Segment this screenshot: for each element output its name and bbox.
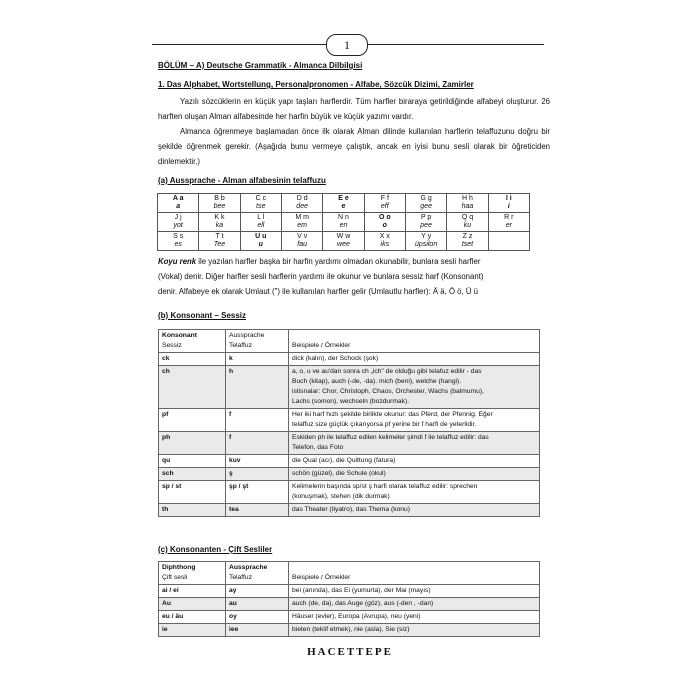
letter-pronunciation: a (176, 203, 181, 210)
letter-forms: A a (172, 195, 184, 202)
letter-pronunciation: fau (297, 241, 308, 248)
letter-pronunciation: üpsilon (415, 241, 438, 248)
letter-pronunciation: dee (296, 203, 308, 210)
konsonant-letters: ck (159, 353, 226, 366)
letter-pronunciation: tse (256, 203, 266, 210)
publisher-footer: HACETTEPE (307, 646, 393, 658)
konsonant-pronunciation: şp / şt (226, 481, 289, 504)
alphabet-cell (199, 213, 240, 232)
table-row (159, 624, 540, 637)
letter-forms: E e (338, 195, 349, 202)
konsonant-examples (289, 504, 540, 517)
alphabet-cell (281, 213, 322, 232)
alphabet-cell (447, 213, 488, 232)
alphabet-table (157, 193, 530, 251)
diphthong-letters: Au (159, 598, 226, 611)
konsonant-letters: th (159, 504, 226, 517)
intro-paragraph-1: Yazılı sözcüklerin en küçük yapı taşları harflerdir. Tüm harfler biraraya getirildiğinde alfabeyi oluşturur. 26 harften oluşan Alman alfabesinde her harfin büyük ve küçük yazımı vardır. (158, 97, 550, 121)
example-line: dick (kalın), der Schock (şok) (292, 355, 379, 362)
alphabet-cell (488, 232, 529, 251)
konsonant-examples (289, 409, 540, 432)
table-row (159, 366, 540, 409)
example-line: istisnalar: Chor, Christoph, Chaos, Orchester, Wachs (balmumu), (292, 388, 484, 395)
alphabet-cell (240, 232, 281, 251)
letter-forms: U u (255, 233, 267, 240)
alphabet-cell (158, 232, 199, 251)
alphabet-cell (158, 213, 199, 232)
konsonant-table (158, 329, 540, 517)
diphthong-header-row (159, 562, 540, 585)
letter-forms: D d (296, 195, 308, 202)
letter-forms: F f (380, 195, 389, 202)
alphabet-cell (364, 194, 405, 213)
alphabet-cell (240, 194, 281, 213)
konsonant-pronunciation: f (226, 432, 289, 455)
diphthong-pronunciation: ay (226, 585, 289, 598)
konsonant-pronunciation: f (226, 409, 289, 432)
konsonant-letters: sch (159, 468, 226, 481)
table-row (159, 468, 540, 481)
diphthong-header-2: Aussprache Telaffuz (226, 562, 289, 585)
konsonant-letters: ch (159, 366, 226, 409)
letter-pronunciation: pee (420, 222, 432, 229)
letter-forms: M m (295, 214, 309, 221)
alphabet-row (158, 232, 530, 251)
diphthong-letters: ie (159, 624, 226, 637)
letter-forms: L l (257, 214, 265, 221)
alphabet-cell (281, 194, 322, 213)
letter-forms: I i (505, 195, 512, 202)
example-line: Her iki harf hızlı şekilde birlikte okunur: das Pferd, der Pfennig. Eğer (292, 411, 493, 418)
letter-forms: B b (214, 195, 225, 202)
konsonant-pronunciation: tea (226, 504, 289, 517)
chapter-title: BÖLÜM – A) Deutsche Grammatik - Almanca Dilbilgisi (158, 61, 363, 70)
intro-text (158, 94, 550, 169)
diphthong-examples: bieten (teklif etmek), nie (asla), Sie (siz) (289, 624, 540, 637)
konsonant-pronunciation: k (226, 353, 289, 366)
letter-pronunciation: gee (420, 203, 432, 210)
letter-forms: Z z (462, 233, 473, 240)
konsonant-header-row (159, 330, 540, 353)
vowel-note-line1: ile yazılan harfler başka bir harfin yardımı olmadan okunabilir, bunlara sesli harfler (196, 257, 481, 266)
alphabet-cell (323, 194, 364, 213)
konsonant-pronunciation: h (226, 366, 289, 409)
letter-forms: H h (462, 195, 473, 202)
letter-forms: X x (379, 233, 390, 240)
konsonant-letters: sp / st (159, 481, 226, 504)
page-number: 1 (326, 34, 368, 56)
alphabet-cell (405, 194, 446, 213)
letter-pronunciation: u (258, 241, 263, 248)
table-row (159, 481, 540, 504)
konsonant-letters: pf (159, 409, 226, 432)
letter-forms: Y y (421, 233, 432, 240)
example-line: Lachs (somon), wechseln (bozdurmak). (292, 398, 410, 405)
alphabet-cell (158, 194, 199, 213)
alphabet-cell (447, 194, 488, 213)
vowel-note-line3: denir. Alfabeye ek olarak Umlaut (") ile kullanılan harfler gelir (Umlautlu harfler): Ä ä, Ö ö, Ü ü (158, 287, 478, 296)
diphthong-table (158, 561, 540, 637)
letter-pronunciation: ka (215, 222, 224, 229)
letter-forms: R r (504, 214, 514, 221)
konsonant-examples (289, 468, 540, 481)
vowel-note-line2: (Vokal) denir. Diğer harfler sesli harflerin yardımı ile okunur ve bunlara sessiz harf (Konsonant) (158, 272, 484, 281)
letter-pronunciation: haa (461, 203, 474, 210)
letter-pronunciation: ell (257, 222, 265, 229)
section1-title: 1. Das Alphabet, Wortstellung, Personalpronomen - Alfabe, Sözcük Dizimi, Zamirler (158, 80, 474, 89)
example-line: telaffuz size güçlük çıkarıyorsa pf yerine bir f harfi de yeterlidir. (292, 421, 477, 428)
alphabet-cell (488, 194, 529, 213)
konsonant-header-3: Beispiele / Örnekler (289, 330, 540, 353)
alphabet-cell (488, 213, 529, 232)
diphthong-examples: bei (anında), das Ei (yumurta), der Mai (mayıs) (289, 585, 540, 598)
letter-pronunciation: iks (380, 241, 390, 248)
table-row (159, 353, 540, 366)
intro-paragraph-2: Almanca öğrenmeye başlamadan önce ilk olarak Alman dilinde kullanılan harflerin telaffuzunu doğru bir şekilde öğrenmek gerekir. (Aşağıda bunu vermeye çalıştık, ancak en iyisi bunu sesli olarak bir öğreticiden dinlemektir.) (158, 127, 550, 166)
diphthong-examples: auch (de, da), das Auge (göz), aus (-den , -dan) (289, 598, 540, 611)
konsonant-letters: ph (159, 432, 226, 455)
diphthong-letters: ai / ei (159, 585, 226, 598)
example-line: schön (güzel), die Schule (okul) (292, 470, 386, 477)
letter-pronunciation: i (507, 203, 510, 210)
letter-forms: G g (420, 195, 432, 202)
letter-forms: S s (173, 233, 184, 240)
konsonant-pronunciation: ş (226, 468, 289, 481)
diphthong-pronunciation: oy (226, 611, 289, 624)
alphabet-row (158, 194, 530, 213)
section-a-title: (a) Aussprache - Alman alfabesinin telaffuzu (158, 176, 326, 185)
alphabet-cell (364, 232, 405, 251)
vowel-note (158, 254, 550, 299)
alphabet-cell (281, 232, 322, 251)
alphabet-cell (323, 232, 364, 251)
konsonant-header-2: Aussprache Telaffuz (226, 330, 289, 353)
letter-forms: Q q (461, 214, 474, 221)
example-line: Buch (kitap), auch (-de, -da). mich (beni), welche (hangi). (292, 378, 462, 385)
example-line: die Qual (acı), die Quittung (fatura) (292, 457, 396, 464)
letter-pronunciation: wee (337, 241, 350, 248)
alphabet-cell (199, 232, 240, 251)
alphabet-cell (240, 213, 281, 232)
diphthong-header-1: Diphthong Çift sesli (159, 562, 226, 585)
letter-forms: T t (215, 233, 224, 240)
table-row (159, 598, 540, 611)
konsonant-examples (289, 353, 540, 366)
letter-pronunciation: en (339, 222, 348, 229)
diphthong-pronunciation: iee (226, 624, 289, 637)
letter-forms: W w (336, 233, 351, 240)
letter-pronunciation: bee (213, 203, 226, 210)
alphabet-cell (364, 213, 405, 232)
letter-pronunciation: es (174, 241, 182, 248)
konsonant-letters: qu (159, 455, 226, 468)
section-c-title: (c) Konsonanten - Çift Sesliler (158, 545, 273, 554)
letter-pronunciation: o (382, 222, 387, 229)
letter-pronunciation: yot (173, 222, 183, 229)
table-row (159, 585, 540, 598)
letter-pronunciation: e (341, 203, 346, 210)
letter-forms: V v (297, 233, 308, 240)
letter-pronunciation: ku (463, 222, 472, 229)
example-line: das Theater (tiyatro), das Thema (konu) (292, 506, 410, 513)
letter-pronunciation: em (297, 222, 308, 229)
section-b-title: (b) Konsonant – Sessiz (158, 311, 247, 320)
letter-forms: O o (378, 214, 391, 221)
diphthong-letters: eu / äu (159, 611, 226, 624)
konsonant-examples (289, 481, 540, 504)
konsonant-pronunciation: kuv (226, 455, 289, 468)
letter-pronunciation: tset (461, 241, 474, 248)
alphabet-cell (405, 232, 446, 251)
example-line: Kelimelerin başında sp/st ş harfi olarak telaffuz edilir: sprechen (292, 483, 478, 490)
example-line: Telefon, das Foto (292, 444, 344, 451)
table-row (159, 455, 540, 468)
table-row (159, 611, 540, 624)
letter-pronunciation: Tee (213, 241, 226, 248)
konsonant-examples (289, 432, 540, 455)
example-line: a, o, u ve au'dan sonra ch „ich" de olduğu gibi telafuz edilir - das (292, 368, 482, 375)
letter-forms: P p (420, 214, 432, 221)
konsonant-examples (289, 366, 540, 409)
alphabet-cell (405, 213, 446, 232)
alphabet-row (158, 213, 530, 232)
letter-forms: N n (338, 214, 349, 221)
letter-pronunciation: er (505, 222, 512, 229)
example-line: Eskiden ph ile telaffuz edilen kelimeler şimdi f ile telaffuz edilir: das (292, 434, 489, 441)
letter-pronunciation: eff (380, 203, 389, 210)
letter-forms: J j (174, 214, 182, 221)
vowel-note-bold: Koyu renk (158, 257, 197, 266)
diphthong-examples: Häuser (evler), Europa (Avrupa), neu (yeni) (289, 611, 540, 624)
table-row (159, 409, 540, 432)
table-row (159, 432, 540, 455)
konsonant-examples (289, 455, 540, 468)
alphabet-cell (323, 213, 364, 232)
alphabet-cell (199, 194, 240, 213)
table-row (159, 504, 540, 517)
letter-forms: K k (214, 214, 225, 221)
example-line: (konuşmak), stehen (dik durmak) (292, 493, 390, 500)
letter-forms: C c (255, 195, 267, 202)
alphabet-cell (447, 232, 488, 251)
diphthong-header-3: Beispiele / Örnekler (289, 562, 540, 585)
konsonant-header-1: Konsonant Sessiz (159, 330, 226, 353)
diphthong-pronunciation: au (226, 598, 289, 611)
